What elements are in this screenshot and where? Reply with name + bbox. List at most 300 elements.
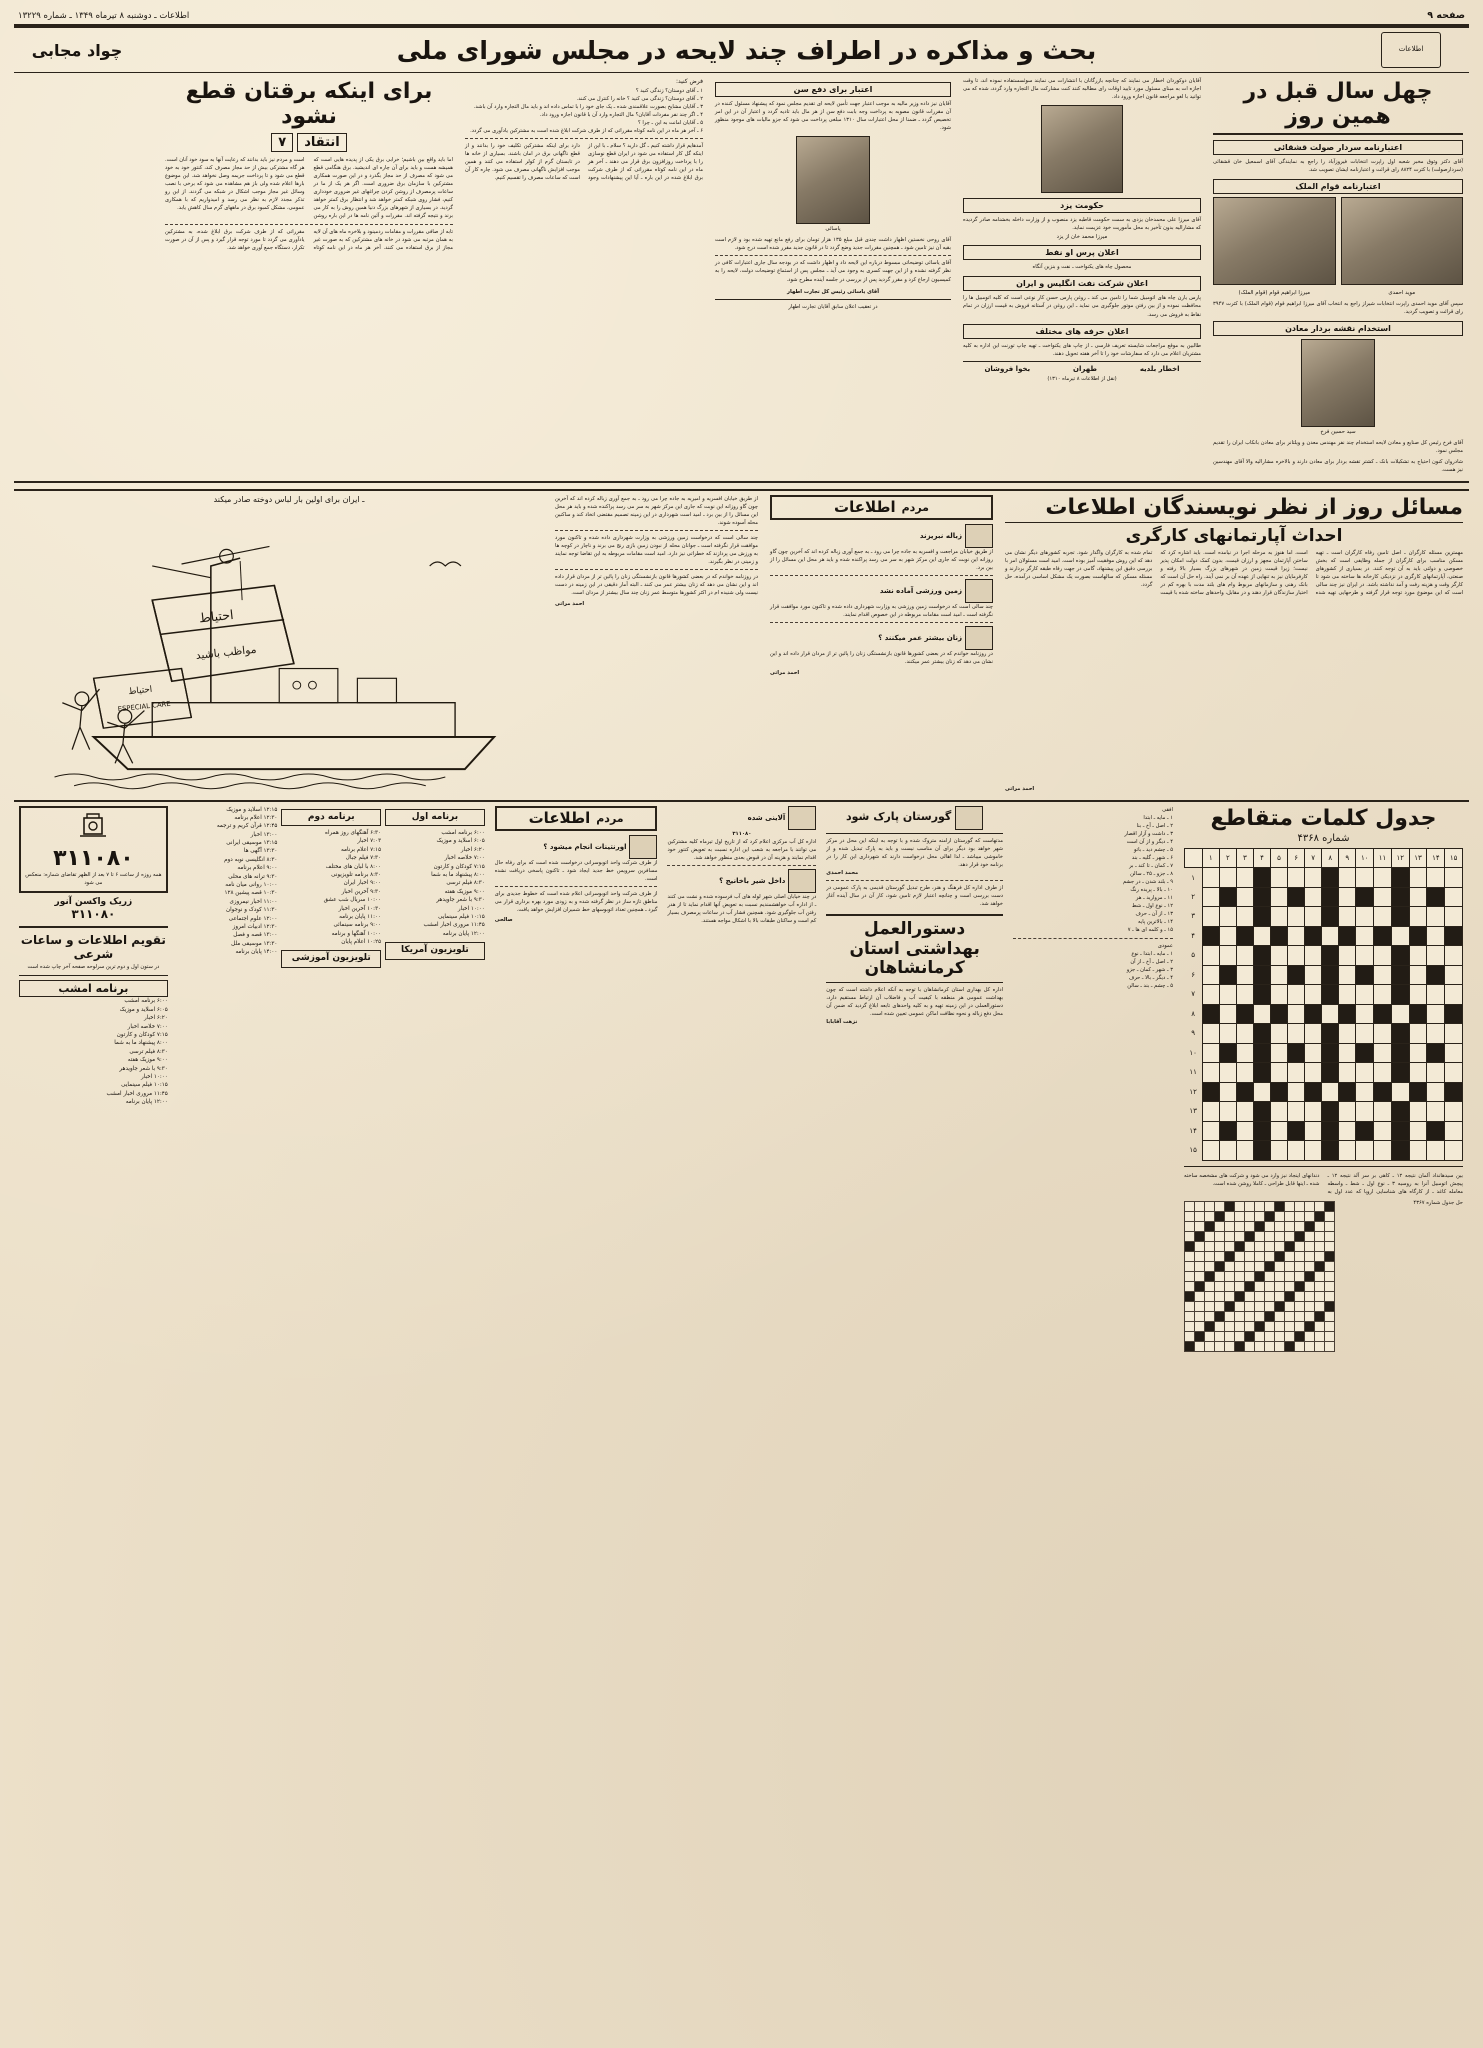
crossword-cell[interactable] — [1445, 1004, 1463, 1024]
phone-info: همه روزه از ساعت ۶ تا ۷ بعد از الظهر تقاضای شماره: منعکس می شود — [25, 871, 162, 886]
crossword-solution-cell — [1274, 1341, 1284, 1351]
crossword-solution-cell — [1234, 1241, 1244, 1251]
crossword-cell[interactable] — [1253, 1063, 1270, 1083]
crossword-cell[interactable] — [1236, 868, 1253, 888]
crossword-cell[interactable] — [1374, 1102, 1392, 1122]
crossword-cell[interactable] — [1288, 1063, 1305, 1083]
crossword-cell[interactable] — [1374, 985, 1392, 1005]
crossword-cell[interactable] — [1374, 1082, 1392, 1102]
crossword-cell[interactable] — [1427, 1063, 1445, 1083]
crossword-solution-cell — [1204, 1211, 1214, 1221]
crossword-cell[interactable] — [1288, 926, 1305, 946]
crossword-solution-cell — [1314, 1311, 1324, 1321]
crossword-cell[interactable] — [1445, 946, 1463, 966]
crossword-cell[interactable] — [1356, 946, 1374, 966]
crossword-cell[interactable] — [1409, 907, 1427, 927]
crossword-cell[interactable] — [1305, 887, 1322, 907]
crossword-cell[interactable] — [1271, 985, 1288, 1005]
crossword-solution-cell — [1244, 1311, 1254, 1321]
crossword-cell[interactable] — [1219, 985, 1236, 1005]
crossword-cell[interactable] — [1374, 887, 1392, 907]
crossword-cell[interactable] — [1202, 985, 1219, 1005]
crossword-cell[interactable] — [1253, 965, 1270, 985]
crossword-cell[interactable] — [1391, 1121, 1409, 1141]
health-signature: نزهت آقابابا — [826, 1018, 858, 1025]
crossword-solution-cell — [1264, 1321, 1274, 1331]
crossword-solution-cell — [1214, 1201, 1224, 1211]
crossword-cell[interactable] — [1219, 1024, 1236, 1044]
crossword-cell[interactable] — [1288, 1121, 1305, 1141]
crossword-cell[interactable] — [1374, 868, 1392, 888]
crossword-cell[interactable] — [1356, 1063, 1374, 1083]
crossword-cell[interactable] — [1322, 1141, 1339, 1161]
misc-ads-column — [662, 806, 821, 1354]
crossword-cell[interactable] — [1374, 1141, 1392, 1161]
crossword-solution-cell — [1224, 1331, 1234, 1341]
crossword-cell[interactable] — [1445, 907, 1463, 927]
crossword-solution-cell — [1284, 1241, 1294, 1251]
crossword-cell[interactable] — [1322, 1082, 1339, 1102]
crossword-cell[interactable] — [1427, 1024, 1445, 1044]
crossword-cell[interactable] — [1271, 926, 1288, 946]
crossword-cell[interactable] — [1253, 926, 1270, 946]
crossword-cell[interactable] — [1236, 1102, 1253, 1122]
crossword-grid[interactable] — [1184, 848, 1463, 1161]
crossword-cell[interactable] — [1288, 965, 1305, 985]
crossword-cell[interactable] — [1305, 1063, 1322, 1083]
crossword-cell[interactable] — [1253, 946, 1270, 966]
crossword-cell[interactable] — [1356, 926, 1374, 946]
crossword-cell[interactable] — [1391, 868, 1409, 888]
crossword-row[interactable] — [1184, 1082, 1462, 1102]
crossword-cell[interactable] — [1445, 965, 1463, 985]
crossword-cell[interactable] — [1219, 965, 1236, 985]
crossword-cell[interactable] — [1288, 985, 1305, 1005]
crossword-row[interactable] — [1184, 1043, 1462, 1063]
crossword-cell[interactable] — [1356, 1043, 1374, 1063]
crossword-solution-cell — [1244, 1231, 1254, 1241]
crossword-solution-cell — [1294, 1311, 1304, 1321]
crossword-cell[interactable] — [1219, 868, 1236, 888]
crossword-cell[interactable] — [1202, 1102, 1219, 1122]
crossword-cell[interactable] — [1271, 1102, 1288, 1122]
misc-ad-1-body: اداره کل آب مرکزی اعلام کرد که از تاریخ اول تیرماه کلیه مشترکین می توانند با مراجعه به شعب این اداره نسبت به تعویض کنتور خود اقدام نمایند و هزینه آن در قبوض بعدی منظور خواهد شد. — [667, 838, 817, 861]
crossword-row[interactable] — [1184, 887, 1462, 907]
crossword-cell[interactable] — [1427, 887, 1445, 907]
crossword-row-header: ۶ — [1191, 970, 1195, 979]
crossword-cell[interactable] — [1445, 1043, 1463, 1063]
crossword-cell[interactable] — [1391, 1004, 1409, 1024]
crossword-cell[interactable] — [1374, 1063, 1392, 1083]
crossword-cell[interactable] — [1271, 1024, 1288, 1044]
crossword-cell[interactable] — [1356, 887, 1374, 907]
crossword-cell[interactable] — [1427, 946, 1445, 966]
crossword-cell[interactable] — [1253, 1024, 1270, 1044]
crossword-cell[interactable] — [1356, 965, 1374, 985]
crossword-cell[interactable] — [1253, 1121, 1270, 1141]
svg-text:مواظب باشید: مواظب باشید — [195, 642, 258, 662]
crossword-cell[interactable] — [1391, 926, 1409, 946]
crossword-cell[interactable] — [1374, 946, 1392, 966]
crossword-solution-cell — [1184, 1231, 1194, 1241]
crossword-cell[interactable] — [1219, 1004, 1236, 1024]
crossword-cell[interactable] — [1202, 868, 1219, 888]
crossword-cell[interactable] — [1356, 907, 1374, 927]
crossword-cell[interactable] — [1219, 1082, 1236, 1102]
crossword-solution-cell — [1264, 1221, 1274, 1231]
crossword-cell[interactable] — [1339, 1121, 1356, 1141]
crossword-solution-cell — [1284, 1301, 1294, 1311]
crossword-cell[interactable] — [1391, 985, 1409, 1005]
radio-entry: ۱۳:۰۰ اخبار — [250, 831, 278, 838]
crossword-cell[interactable] — [1253, 1004, 1270, 1024]
crossword-solution-cell — [1304, 1311, 1314, 1321]
crossword-cell[interactable] — [1445, 868, 1463, 888]
radio-entry: ۱۰:۰۰ سریال شب عشق — [323, 897, 382, 904]
crossword-cell[interactable] — [1339, 868, 1356, 888]
crossword-row[interactable] — [1184, 1102, 1462, 1122]
crossword-cell[interactable] — [1288, 1102, 1305, 1122]
crossword-cell[interactable] — [1202, 1141, 1219, 1161]
crossword-cell[interactable] — [1305, 926, 1322, 946]
crossword-cell[interactable] — [1305, 985, 1322, 1005]
crossword-cell[interactable] — [1427, 965, 1445, 985]
crossword-cell[interactable] — [1202, 1082, 1219, 1102]
crossword-cell[interactable] — [1288, 868, 1305, 888]
crossword-cell[interactable] — [1236, 1082, 1253, 1102]
crossword-cell[interactable] — [1236, 946, 1253, 966]
radio-entry: ۱۲:۱۵ اسلاید و موزیک — [226, 806, 278, 813]
crossword-cell[interactable] — [1374, 926, 1392, 946]
crossword-cell[interactable] — [1253, 868, 1270, 888]
crossword-cell[interactable] — [1339, 985, 1356, 1005]
crossword-cell[interactable] — [1305, 1082, 1322, 1102]
radio-prog1-head: برنامه اول — [385, 809, 485, 827]
crossword-cell[interactable] — [1271, 1141, 1288, 1161]
crossword-cell[interactable] — [1391, 1043, 1409, 1063]
crossword-solution-cell — [1184, 1261, 1194, 1271]
crossword-cell[interactable] — [1339, 1004, 1356, 1024]
crossword-cell[interactable] — [1409, 1043, 1427, 1063]
evening-entry: ۷:۰۰ خلاصه اخبار — [127, 1023, 168, 1030]
crossword-cell[interactable] — [1322, 1024, 1339, 1044]
crossword-cell[interactable] — [1427, 985, 1445, 1005]
crossword-cell[interactable] — [1445, 1141, 1463, 1161]
crossword-row[interactable] — [1184, 946, 1462, 966]
crossword-cell[interactable] — [1427, 926, 1445, 946]
crossword-solution-cell — [1214, 1251, 1224, 1261]
crossword-cell[interactable] — [1236, 1043, 1253, 1063]
crossword-cell[interactable] — [1253, 985, 1270, 1005]
crossword-cell[interactable] — [1409, 1141, 1427, 1161]
crossword-cell[interactable] — [1305, 1102, 1322, 1122]
crossword-cell[interactable] — [1356, 985, 1374, 1005]
crossword-cell[interactable] — [1202, 887, 1219, 907]
crossword-cell[interactable] — [1445, 1102, 1463, 1122]
lower-section — [14, 806, 1469, 1354]
crossword-cell[interactable] — [1445, 985, 1463, 1005]
crossword-cell[interactable] — [1427, 1141, 1445, 1161]
crossword-cell[interactable] — [1339, 1102, 1356, 1122]
radio-entry: ۸:۳۰ انگلیسی نوبه دوم — [224, 856, 278, 863]
people-ad2-column — [490, 806, 663, 1354]
crossword-cell[interactable] — [1202, 1043, 1219, 1063]
crossword-cell[interactable] — [1288, 1082, 1305, 1102]
crossword-cell[interactable] — [1236, 1121, 1253, 1141]
crossword-row[interactable] — [1184, 1004, 1462, 1024]
crossword-cell[interactable] — [1322, 965, 1339, 985]
crossword-cell[interactable] — [1236, 887, 1253, 907]
crossword-cell[interactable] — [1305, 907, 1322, 927]
crossword-cell[interactable] — [1356, 1141, 1374, 1161]
crossword-cell[interactable] — [1409, 1063, 1427, 1083]
crossword-cell[interactable] — [1391, 965, 1409, 985]
crossword-cell[interactable] — [1322, 1063, 1339, 1083]
crossword-cell[interactable] — [1305, 946, 1322, 966]
crossword-solution-cell — [1314, 1201, 1324, 1211]
crossword-row[interactable] — [1184, 907, 1462, 927]
crossword-cell[interactable] — [1305, 1121, 1322, 1141]
crossword-solution-cell — [1224, 1201, 1234, 1211]
crossword-cell[interactable] — [1219, 907, 1236, 927]
crossword-cell[interactable] — [1409, 946, 1427, 966]
crossword-cell[interactable] — [1271, 965, 1288, 985]
phone-ad[interactable] — [19, 806, 168, 893]
crossword-cell[interactable] — [1271, 1004, 1288, 1024]
crossword-cell[interactable] — [1391, 887, 1409, 907]
crossword-cell[interactable] — [1253, 1043, 1270, 1063]
crossword-cell[interactable] — [1271, 1063, 1288, 1083]
crossword-cell[interactable] — [1409, 926, 1427, 946]
crossword-cell[interactable] — [1427, 907, 1445, 927]
crossword-cell[interactable] — [1445, 887, 1463, 907]
crossword-cell[interactable] — [1236, 907, 1253, 927]
crossword-cell[interactable] — [1322, 985, 1339, 1005]
crossword-cell[interactable] — [1339, 1141, 1356, 1161]
crossword-solution-cell — [1214, 1261, 1224, 1271]
crossword-cell[interactable] — [1356, 1082, 1374, 1102]
crossword-cell[interactable] — [1445, 1063, 1463, 1083]
crossword-cell[interactable] — [1391, 1024, 1409, 1044]
crossword-cell[interactable] — [1374, 1121, 1392, 1141]
crossword-cell[interactable] — [1202, 1024, 1219, 1044]
crossword-cell[interactable] — [1322, 887, 1339, 907]
crossword-cell[interactable] — [1219, 926, 1236, 946]
crossword-cell[interactable] — [1445, 1121, 1463, 1141]
cartoon-band — [14, 489, 1469, 796]
crossword-cell[interactable] — [1391, 1141, 1409, 1161]
crossword-cell[interactable] — [1253, 1102, 1270, 1122]
crossword-cell[interactable] — [1236, 1004, 1253, 1024]
c3-headbox: اعتبار برای دفع سن — [715, 82, 951, 97]
crossword-cell[interactable] — [1253, 1141, 1270, 1161]
crossword-cell[interactable] — [1288, 887, 1305, 907]
crossword-cell[interactable] — [1339, 1063, 1356, 1083]
crossword-cell[interactable] — [1219, 1043, 1236, 1063]
crossword-cell[interactable] — [1253, 907, 1270, 927]
crossword-solution-cell — [1264, 1201, 1274, 1211]
crossword-cell[interactable] — [1427, 1043, 1445, 1063]
crossword-cell[interactable] — [1288, 907, 1305, 927]
crossword-cell[interactable] — [1236, 985, 1253, 1005]
crossword-solution-cell — [1274, 1251, 1284, 1261]
crossword-cell[interactable] — [1236, 1063, 1253, 1083]
crossword-cell[interactable] — [1391, 1063, 1409, 1083]
crossword-cell[interactable] — [1236, 1141, 1253, 1161]
crossword-cell[interactable] — [1322, 1121, 1339, 1141]
crossword-cell[interactable] — [1409, 1121, 1427, 1141]
crossword-row[interactable] — [1184, 1121, 1462, 1141]
crossword-solution-cell — [1184, 1211, 1194, 1221]
crossword-cell[interactable] — [1271, 1121, 1288, 1141]
crossword-cell[interactable] — [1356, 1024, 1374, 1044]
crossword-cell[interactable] — [1339, 965, 1356, 985]
crossword-cell[interactable] — [1445, 1024, 1463, 1044]
crossword-cell[interactable] — [1409, 887, 1427, 907]
crossword-cell[interactable] — [1356, 868, 1374, 888]
crossword-cell[interactable] — [1322, 1102, 1339, 1122]
crossword-cell[interactable] — [1374, 1043, 1392, 1063]
crossword-row[interactable] — [1184, 985, 1462, 1005]
crossword-col-header: ۱۲ — [1391, 848, 1409, 868]
crossword-row[interactable] — [1184, 868, 1462, 888]
crossword-cell[interactable] — [1427, 1102, 1445, 1122]
crossword-cell[interactable] — [1356, 1004, 1374, 1024]
crossword-cell[interactable] — [1374, 1004, 1392, 1024]
crossword-row-header: ۱ — [1191, 873, 1195, 882]
crossword-cell[interactable] — [1322, 907, 1339, 927]
crossword-cell[interactable] — [1409, 868, 1427, 888]
crossword-cell[interactable] — [1374, 965, 1392, 985]
crossword-cell[interactable] — [1219, 1141, 1236, 1161]
crossword-cell[interactable] — [1356, 1121, 1374, 1141]
crossword-cell[interactable] — [1288, 1141, 1305, 1161]
crossword-cell[interactable] — [1288, 1004, 1305, 1024]
crossword-row[interactable] — [1184, 965, 1462, 985]
crossword-cell[interactable] — [1305, 868, 1322, 888]
crossword-cell[interactable] — [1409, 965, 1427, 985]
crossword-row[interactable] — [1184, 926, 1462, 946]
crossword-cell[interactable] — [1271, 907, 1288, 927]
crossword-cell[interactable] — [1305, 1004, 1322, 1024]
crossword-solution-cell — [1314, 1321, 1324, 1331]
crossword-cell[interactable] — [1322, 868, 1339, 888]
crossword-cell[interactable] — [1339, 907, 1356, 927]
crossword-cell[interactable] — [1202, 946, 1219, 966]
crossword-cell[interactable] — [1339, 946, 1356, 966]
crossword-cell[interactable] — [1427, 868, 1445, 888]
crossword-cell[interactable] — [1236, 1024, 1253, 1044]
crossword-cell[interactable] — [1391, 1102, 1409, 1122]
crossword-cell[interactable] — [1445, 926, 1463, 946]
crossword-cell[interactable] — [1339, 1024, 1356, 1044]
radio-schedule — [173, 806, 490, 1354]
crossword-cell[interactable] — [1219, 887, 1236, 907]
crossword-cell[interactable] — [1219, 1121, 1236, 1141]
crossword-cell[interactable] — [1374, 1024, 1392, 1044]
crossword-cell[interactable] — [1271, 1082, 1288, 1102]
radio-entry: ۶:۲۰ اخبار — [460, 846, 485, 853]
crossword-cell[interactable] — [1202, 926, 1219, 946]
crossword-cell[interactable] — [1427, 1082, 1445, 1102]
crossword-cell[interactable] — [1305, 1043, 1322, 1063]
crossword-solution-cell — [1304, 1281, 1314, 1291]
crossword-cell[interactable] — [1305, 1141, 1322, 1161]
crossword-cell[interactable] — [1253, 887, 1270, 907]
crossword-cell[interactable] — [1202, 965, 1219, 985]
crossword-cell[interactable] — [1391, 946, 1409, 966]
crossword-cell[interactable] — [1409, 985, 1427, 1005]
crossword-cell[interactable] — [1339, 887, 1356, 907]
crossword-cell[interactable] — [1339, 1043, 1356, 1063]
crossword-cell[interactable] — [1288, 1024, 1305, 1044]
crossword-cell[interactable] — [1219, 1063, 1236, 1083]
crossword-solution-cell — [1254, 1341, 1264, 1351]
banner-headline: بحث و مذاکره در اطراف چند لایحه در مجلس شورای ملی — [396, 35, 1097, 65]
crossword-cell[interactable] — [1236, 965, 1253, 985]
crossword-cell[interactable] — [1202, 1121, 1219, 1141]
crossword-cell[interactable] — [1219, 946, 1236, 966]
crossword-cell[interactable] — [1374, 907, 1392, 927]
crossword-cell[interactable] — [1202, 1063, 1219, 1083]
crossword-cell[interactable] — [1339, 926, 1356, 946]
people-ad-body-2: در روزنامه خواندم که در بعضی کشورها قانون بازنشستگی زنان را پائین تر از مردان قرار داده اند و این نشان می دهد که زنان بیشتر عمر میکنند. — [770, 650, 993, 665]
crossword-cell[interactable] — [1409, 1024, 1427, 1044]
crossword-cell[interactable] — [1409, 1004, 1427, 1024]
crossword-cell[interactable] — [1219, 1102, 1236, 1122]
crossword-cell[interactable] — [1322, 1004, 1339, 1024]
crossword-row[interactable] — [1184, 1024, 1462, 1044]
crossword-cell[interactable] — [1322, 1043, 1339, 1063]
crossword-cell[interactable] — [1322, 926, 1339, 946]
crossword-solution-cell — [1194, 1271, 1204, 1281]
crossword-cell[interactable] — [1322, 946, 1339, 966]
crossword-cell[interactable] — [1271, 887, 1288, 907]
crossword-cell[interactable] — [1202, 907, 1219, 927]
crossword-cell[interactable] — [1427, 1004, 1445, 1024]
crossword-cell[interactable] — [1305, 1024, 1322, 1044]
crossword-cell[interactable] — [1288, 1043, 1305, 1063]
crossword-cell[interactable] — [1271, 1043, 1288, 1063]
crossword-solution-cell — [1304, 1331, 1314, 1341]
crossword-row[interactable] — [1184, 1141, 1462, 1161]
crossword-col-header: ۲ — [1219, 848, 1236, 868]
crossword-cell[interactable] — [1391, 907, 1409, 927]
crossword-cell[interactable] — [1271, 946, 1288, 966]
crossword-cell[interactable] — [1288, 946, 1305, 966]
crossword-solution-cell — [1184, 1271, 1194, 1281]
c3-footer: در تعقیب اعلان سابق آقایان تجارت اطهار — [788, 303, 878, 310]
crossword-cell[interactable] — [1339, 1082, 1356, 1102]
radio-entry: ۹:۳۰ با شعر جاویدهر — [436, 897, 485, 904]
crossword-cell[interactable] — [1253, 1082, 1270, 1102]
crossword-cell[interactable] — [1356, 1102, 1374, 1122]
crossword-cell[interactable] — [1236, 926, 1253, 946]
crossword-solution-cell — [1204, 1301, 1214, 1311]
crossword-cell[interactable] — [1427, 1121, 1445, 1141]
crossword-cell[interactable] — [1409, 1102, 1427, 1122]
crossword-cell[interactable] — [1271, 868, 1288, 888]
c1-extra: شادروان کنون احتیاج به تشکیلات بانک ـ کشتر تقشه بردار برای معادن دارند و بالاخره مشارالیه والا آقای مهندسین نیز هست. — [1213, 459, 1463, 474]
crossword-cell[interactable] — [1445, 1082, 1463, 1102]
crossword-cell[interactable] — [1409, 1082, 1427, 1102]
crossword-cell[interactable] — [1305, 965, 1322, 985]
crossword-solution-cell — [1244, 1211, 1254, 1221]
crossword-cell[interactable] — [1202, 1004, 1219, 1024]
crossword-solution-cell — [1194, 1321, 1204, 1331]
crossword-cell[interactable] — [1391, 1082, 1409, 1102]
crossword-row[interactable] — [1184, 1063, 1462, 1083]
